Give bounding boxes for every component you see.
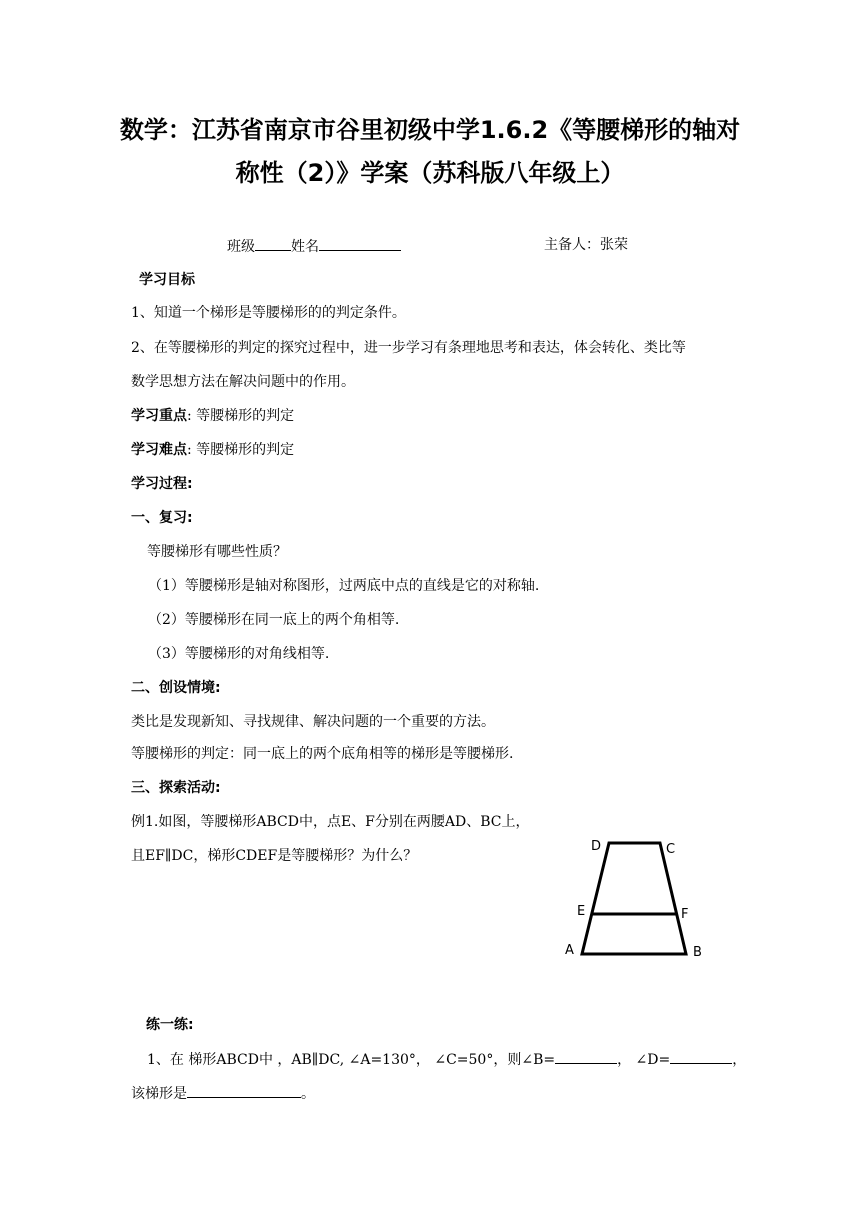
explore-heading: 三、探索活动: bbox=[131, 780, 221, 796]
practice-q1-part-3: ， bbox=[732, 1052, 747, 1068]
practice-q1-line-2-text: 该梯形是 bbox=[131, 1086, 187, 1102]
trapezoid-figure bbox=[560, 832, 720, 967]
objective-1: 1、知道一个梯形是等腰梯形的的判定条件。 bbox=[131, 305, 406, 321]
difficulty-text: : 等腰梯形的判定 bbox=[187, 442, 295, 458]
situation-line-2: 等腰梯形的判定：同一底上的两个底角相等的梯形是等腰梯形. bbox=[131, 746, 514, 762]
key-point-row bbox=[131, 406, 294, 426]
practice-heading: 练一练: bbox=[146, 1017, 194, 1033]
practice-q1-end: 。 bbox=[301, 1086, 315, 1102]
label-a: A bbox=[565, 943, 574, 958]
difficulty-row bbox=[131, 440, 294, 460]
name-blank bbox=[319, 235, 401, 251]
situation-line-1: 类比是发现新知、寻找规律、解决问题的一个重要的方法。 bbox=[131, 714, 495, 730]
review-property-3: （3）等腰梯形的对角线相等. bbox=[148, 646, 330, 662]
document-title-line-1: 数学：江苏省南京市谷里初级中学1.6.2《等腰梯形的轴对 bbox=[119, 116, 741, 144]
label-e: E bbox=[577, 904, 586, 919]
practice-question-1 bbox=[147, 1048, 746, 1070]
process-heading: 学习过程: bbox=[131, 476, 193, 492]
trapezoid-abcd bbox=[582, 843, 689, 954]
practice-q1-part-1: 1、在 梯形ABCD中 ，AB∥DC, ∠A=130°， ∠C=50°，则∠B= bbox=[147, 1052, 556, 1068]
trapezoid-type-blank bbox=[187, 1082, 301, 1098]
example-line-2: 且EF∥DC，梯形CDEF是等腰梯形？为什么？ bbox=[131, 848, 418, 864]
document-title-line-2: 称性（2）》学案（苏科版八年级上） bbox=[235, 159, 625, 187]
preparer: 主备人：张荣 bbox=[544, 237, 628, 253]
review-property-1: （1）等腰梯形是轴对称图形，过两底中点的直线是它的对称轴. bbox=[148, 578, 540, 594]
objectives-heading: 学习目标 bbox=[139, 272, 195, 288]
class-label: 班级 bbox=[227, 239, 255, 255]
angle-d-blank bbox=[670, 1048, 732, 1064]
situation-heading: 二、创设情境: bbox=[131, 680, 221, 696]
name-label: 姓名 bbox=[291, 239, 319, 255]
practice-question-1-line-2 bbox=[131, 1082, 315, 1104]
label-b: B bbox=[693, 945, 702, 960]
example-line-1: 例1.如图，等腰梯形ABCD中，点E、F分别在两腰AD、BC上， bbox=[131, 814, 530, 830]
review-property-2: （2）等腰梯形在同一底上的两个角相等. bbox=[148, 612, 400, 628]
review-question: 等腰梯形有哪些性质？ bbox=[147, 544, 287, 560]
objective-2-line-1: 2、在等腰梯形的判定的探究过程中，进一步学习有条理地思考和表达，体会转化、类比等 bbox=[131, 340, 686, 356]
difficulty-label: 学习难点 bbox=[131, 442, 187, 458]
label-f: F bbox=[681, 907, 689, 922]
review-heading: 一、复习: bbox=[131, 510, 193, 526]
angle-b-blank bbox=[555, 1048, 617, 1064]
class-blank bbox=[255, 235, 291, 251]
key-point-label: 学习重点 bbox=[131, 408, 187, 424]
practice-q1-part-2: ， ∠D= bbox=[617, 1052, 671, 1068]
class-name-row bbox=[227, 235, 401, 257]
label-d: D bbox=[591, 839, 602, 854]
label-c: C bbox=[666, 842, 676, 857]
objective-2-line-2: 数学思想方法在解决问题中的作用。 bbox=[131, 374, 355, 390]
key-point-text: : 等腰梯形的判定 bbox=[187, 408, 295, 424]
